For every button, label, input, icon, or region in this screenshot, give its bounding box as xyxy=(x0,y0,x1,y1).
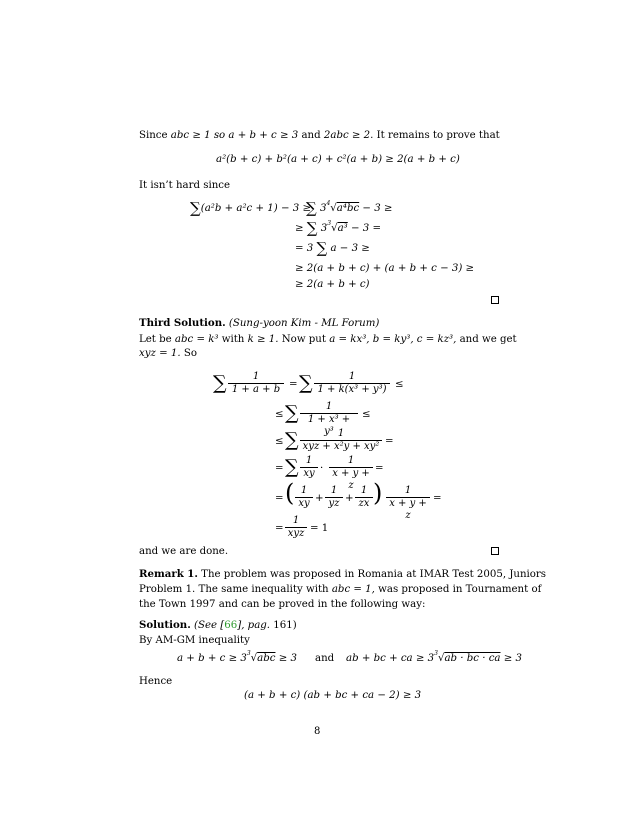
sum-symbol: ∑ xyxy=(299,372,313,394)
equals-sign: = xyxy=(275,463,284,474)
equals-sign: = xyxy=(385,436,394,447)
right-paren: ) xyxy=(373,479,383,507)
fraction: $\frac{1}{zx}$ xyxy=(355,485,373,510)
equals-sign: = xyxy=(375,463,384,474)
sum-symbol: ∑ xyxy=(285,456,299,478)
qed-square xyxy=(491,547,499,555)
equals-one: = 1 xyxy=(310,523,329,534)
fraction: 1 xyz + x²y + xy² xyxy=(300,428,382,453)
third-solution-line-1: Let be abc = k³ with k ≥ 1. Now put a = kx³, b = ky³, c = kz³, and we get xyxy=(139,334,517,345)
done-text: and we are done. xyxy=(139,546,229,557)
third-solution-heading: Third Solution. (Sung-yoon Kim - ML Forum) xyxy=(139,317,380,329)
equals-sign: = xyxy=(433,493,442,504)
fraction: $\frac{1}{1 + a + b}$ xyxy=(228,371,284,396)
fraction: $\frac{1}{xy}$ xyxy=(295,485,313,510)
remark-line-3: the Town 1997 and can be proved in the following way: xyxy=(139,599,426,610)
hard-since-text: It isn’t hard since xyxy=(139,180,231,191)
final-inequality: (a + b + c) (ab + bc + ca − 2) ≥ 3 xyxy=(244,690,422,701)
sum-step-1-right: ∑ $3^4√a^4bc - 3$ ≥ xyxy=(306,199,393,217)
fraction: $\frac{1}{x + y + z}$ xyxy=(386,485,430,522)
leq-sign: ≤ xyxy=(275,409,284,420)
fraction: $\frac{1}{\text{1 + x³ + y³}}$ xyxy=(300,401,358,438)
main-inequality: a²(b + c) + b²(a + c) + c²(a + b) ≥ 2(a + b + c) xyxy=(216,154,460,165)
leq-sign: ≤ xyxy=(362,409,371,420)
citation-link[interactable]: 66 xyxy=(224,620,238,631)
sum-symbol: ∑ xyxy=(285,402,299,424)
sum-step-4: ≥ 2(a + b + c) + (a + b + c − 3) ≥ xyxy=(295,263,475,274)
sum-step-5: ≥ 2(a + b + c) xyxy=(295,279,370,290)
page-number: 8 xyxy=(314,726,321,737)
am-gm-text: By AM-GM inequality xyxy=(139,635,250,646)
fraction: $\frac{1}{yz}$ xyxy=(325,485,343,510)
fraction: $\frac{1}{xy}$ xyxy=(300,455,318,480)
am-gm-inequality-2: ab + bc + ca ≥ $3^3√ab$ · bc · ca ≥ 3 xyxy=(346,650,522,664)
and-word: and xyxy=(315,653,335,664)
sum-step-3: = 3 ∑ a − 3 ≥ xyxy=(295,239,370,257)
equals-sign: = xyxy=(275,493,284,504)
equals-sign: = xyxy=(289,379,298,390)
left-paren: ( xyxy=(285,479,295,507)
leq-sign: ≤ xyxy=(395,379,404,390)
sum-step-2: ≥ ∑ $3^3√a^3 - 3$ = xyxy=(295,219,382,237)
fraction: $\frac{1}{\text{1 + k(x³ + y³)}}$ xyxy=(314,371,390,396)
third-solution-line-2: xyz = 1. So xyxy=(139,348,197,359)
equals-sign: = xyxy=(275,523,284,534)
intro-line: Since abc ≥ 1 so a + b + c ≥ 3 and 2abc ≥ 2. It remains to prove that xyxy=(139,130,500,141)
fraction: $\frac{1}{x + y + z}$ xyxy=(329,455,373,492)
fraction: 1 xyz xyxy=(285,515,307,540)
sum-symbol: ∑ xyxy=(213,372,227,394)
leq-sign: ≤ xyxy=(275,436,284,447)
sum-step-1-left: ∑(a²b + a²c + 1) − 3 ≥ xyxy=(190,199,311,217)
dot-operator: · xyxy=(320,463,324,474)
plus-sign: + xyxy=(345,493,354,504)
solution-heading: Solution. (See [66], pag. 161) xyxy=(139,619,297,631)
am-gm-inequality-1: $a + b + c \ge 3^3√abc \ge 3$ xyxy=(177,650,297,664)
hence-text: Hence xyxy=(139,676,173,687)
sum-symbol: ∑ xyxy=(285,429,299,451)
qed-square xyxy=(491,296,499,304)
remark-line-2: Problem 1. The same inequality with abc = 1, was proposed in Tournament of xyxy=(139,584,542,595)
plus-sign: + xyxy=(315,493,324,504)
remark-line-1: Remark 1. The problem was proposed in Romania at IMAR Test 2005, Juniors xyxy=(139,568,547,580)
